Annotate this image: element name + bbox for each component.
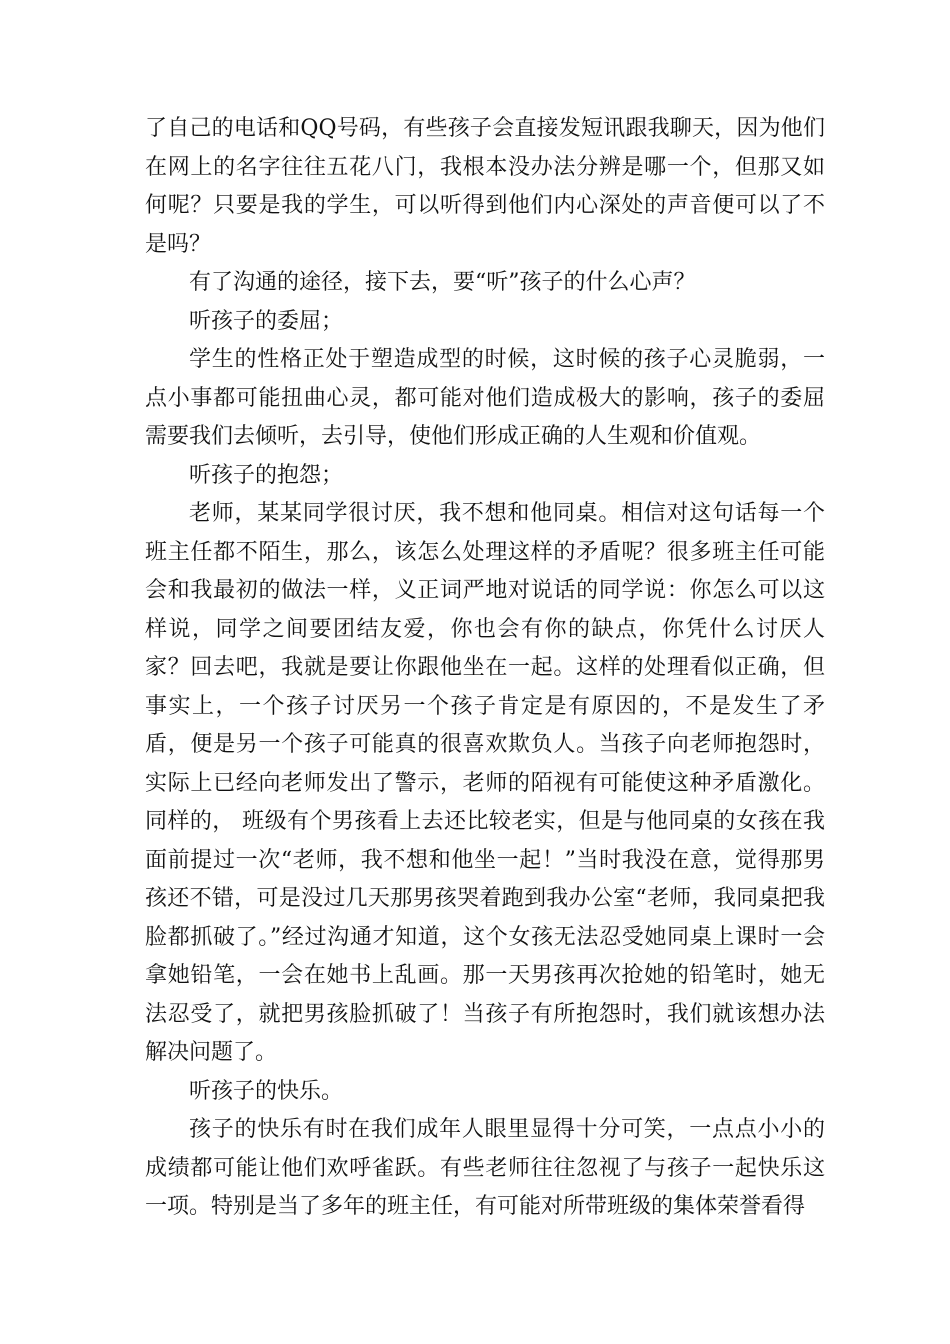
paragraph-grievance: 学生的性格正处于塑造成型的时候，这时候的孩子心灵脆弱，一点小事都可能扭曲心灵，都可能对他们造成极大的影响，孩子的委屈需要我们去倾听，去引导，使他们形成正确的人生观和价值观。 — [145, 347, 825, 449]
paragraph-heading-happiness: 听孩子的快乐。 — [189, 1078, 344, 1104]
paragraph-complaint: 老师，某某同学很讨厌，我不想和他同桌。相信对这句话每一个班主任都不陌生，那么，该怎么处理这样的矛盾呢？很多班主任可能会和我最初的做法一样，义正词严地对说话的同学说：你怎么可以这样说，同学之间要团结友爱，你也会有你的缺点，你凭什么讨厌人家？回去吧，我就是要让你跟他坐在一起。这样的处理看似正确，但事实上，一个孩子讨厌另一个孩子肯定是有原因的，不是发生了矛盾，便是另一个孩子可能真的很喜欢欺负人。当孩子向老师抱怨时，实际上已经向老师发出了警示，老师的陌视有可能使这种矛盾激化。同样的， 班级有个男孩看上去还比较老实，但是与他同桌的女孩在我面前提过一次“老师，我不想和他坐一起！”当时我没在意，觉得那男孩还不错，可是没过几天那男孩哭着跑到我办公室“老师，我同桌把我脸都抓破了。”经过沟通才知道，这个女孩无法忍受她同桌上课时一会拿她铅笔，一会在她书上乱画。那一天男孩再次抢她的铅笔时，她无法忍受了，就把男孩脸抓破了！当孩子有所抱怨时，我们就该想办法解决问题了。 — [145, 501, 825, 1065]
document-body — [145, 110, 825, 1227]
paragraph-heading-complaint: 听孩子的抱怨； — [189, 462, 344, 488]
paragraph-happiness: 孩子的快乐有时在我们成年人眼里显得十分可笑，一点点小小的成绩都可能让他们欢呼雀跃。有些老师往往忽视了与孩子一起快乐这一项。特别是当了多年的班主任，有可能对所带班级的集体荣誉看得 — [145, 1117, 825, 1219]
paragraph-question: 有了沟通的途径，接下去，要“听”孩子的什么心声？ — [189, 270, 696, 295]
paragraph-continuation: 了自己的电话和QQ号码，有些孩子会直接发短讯跟我聊天，因为他们在网上的名字往往五花八门，我根本没办法分辨是哪一个，但那又如何呢？只要是我的学生，可以听得到他们内心深处的声音便可以了不是吗？ — [145, 116, 825, 257]
paragraph-heading-grievance: 听孩子的委屈； — [189, 308, 344, 334]
